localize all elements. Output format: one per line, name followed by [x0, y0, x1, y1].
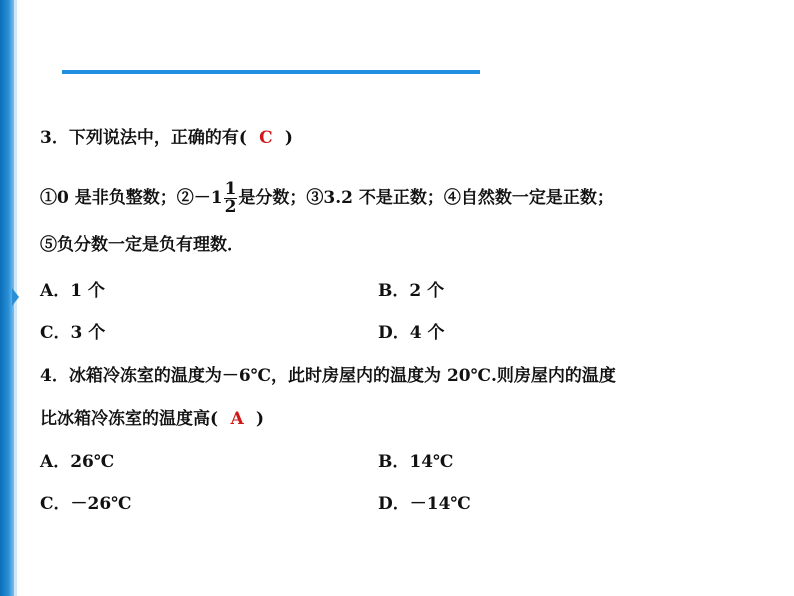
- fraction-denominator: 2: [224, 197, 237, 217]
- q3-stem-text: 3．下列说法中，正确的有(: [40, 128, 247, 148]
- title-rule: [62, 70, 480, 74]
- q4-option-d: D．－14℃: [378, 494, 471, 514]
- q4-option-a: A．26℃: [40, 452, 115, 472]
- q3-stem: [40, 126, 293, 150]
- q3-line1-part-b: 是分数；③3.2 不是正数；④自然数一定是正数；: [238, 188, 614, 208]
- q4-option-c: C．－26℃: [40, 494, 132, 514]
- q3-close-paren: ): [284, 128, 293, 148]
- q3-answer: C: [259, 128, 273, 148]
- q4-stem-text: 比冰箱冷冻室的温度高(: [40, 409, 219, 429]
- q4-option-b: B．14℃: [378, 452, 454, 472]
- q3-statement-line2: ⑤负分数一定是负有理数．: [40, 235, 244, 255]
- q4-stem-line2: [40, 407, 264, 431]
- q3-option-b: B．2 个: [378, 281, 445, 301]
- q3-line1-part-a: ①0 是非负整数；②－1: [40, 188, 223, 208]
- q3-option-c: C．3 个: [40, 323, 106, 343]
- left-bar-notch: [12, 288, 19, 306]
- q4-close-paren: ): [256, 409, 265, 429]
- q3-option-d: D．4 个: [378, 323, 445, 343]
- q4-stem-line1: 4．冰箱冷冻室的温度为－6℃，此时房屋内的温度为 20℃.则房屋内的温度: [40, 366, 616, 386]
- q4-answer: A: [230, 409, 244, 429]
- fraction-one-half: [224, 181, 238, 216]
- q3-option-a: A．1 个: [40, 281, 105, 301]
- fraction-numerator: 1: [224, 179, 237, 199]
- q3-statement-line1: [40, 181, 614, 216]
